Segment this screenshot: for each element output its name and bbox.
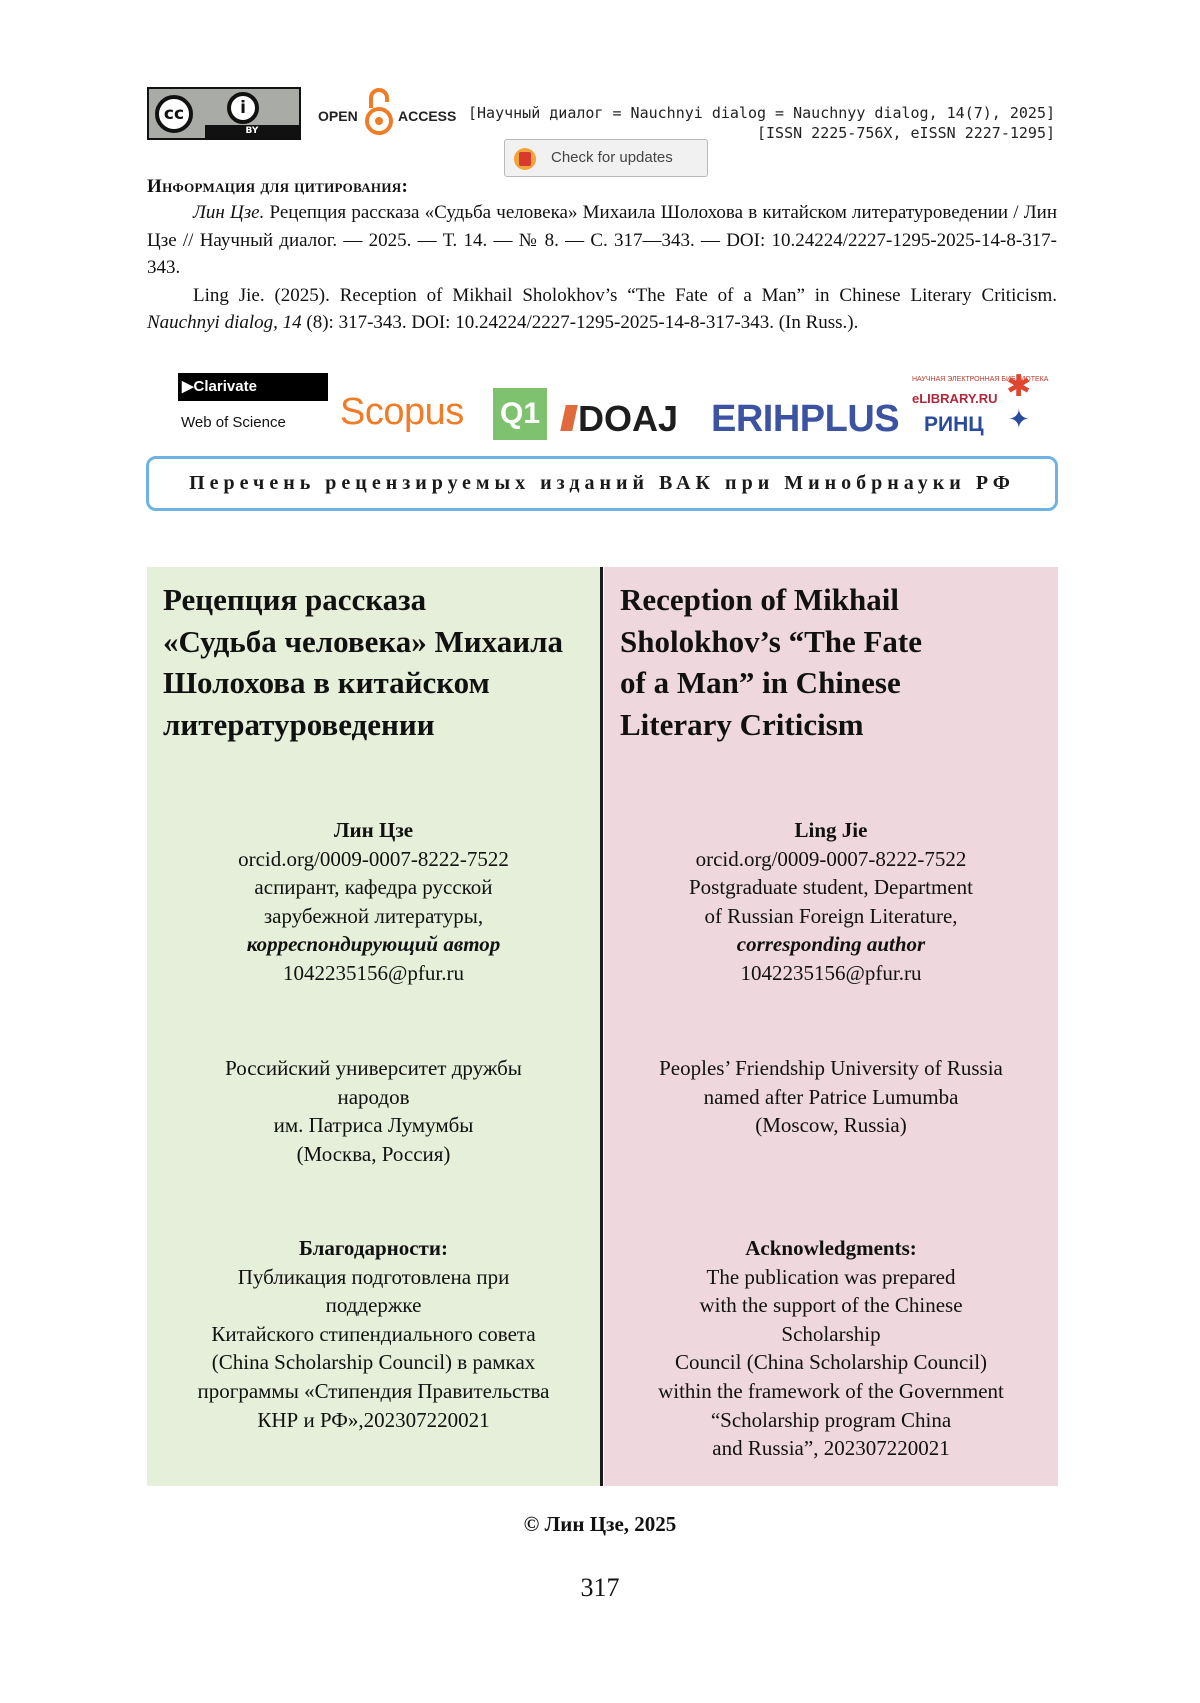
- russian-column: [147, 567, 600, 1486]
- position-en-line: Postgraduate student, Department: [688, 875, 973, 900]
- q1-badge: Q1: [493, 388, 547, 440]
- affiliation-en: [604, 1054, 1058, 1140]
- orcid-link-en[interactable]: orcid.org/0009-0007-8222-7522: [695, 846, 967, 871]
- ack-en-line: within the framework of the Government: [658, 1378, 1004, 1403]
- copyright: © Лин Цзе, 2025: [523, 1512, 677, 1536]
- ack-ru-line: Публикация подготовлена при: [237, 1264, 510, 1289]
- title-ru-line: литературоведении: [163, 706, 435, 742]
- doaj-label: DOAJ: [578, 398, 679, 439]
- citation-en-journal: Nauchnyi dialog, 14: [147, 312, 302, 333]
- ack-ru-line: (China Scholarship Council) в рамках: [211, 1350, 536, 1375]
- journal-info: [468, 103, 1055, 143]
- title-ru-line: Рецепция рассказа: [163, 582, 427, 617]
- doaj-logo: [563, 398, 678, 440]
- attribution-person-icon: i: [227, 92, 259, 124]
- elibrary-flower-icon: ✱: [1006, 369, 1032, 404]
- ack-title-en: Acknowledgments:: [745, 1236, 917, 1260]
- author-name-en: Ling Jie: [794, 818, 868, 842]
- elibrary-logo: eLIBRARY.RU: [912, 391, 998, 406]
- title-en-line: Sholokhov’s “The Fate: [620, 623, 923, 659]
- crossmark-icon: [514, 148, 536, 170]
- clarivate-label: Clarivate: [193, 378, 257, 395]
- email-link-en[interactable]: 1042235156@pfur.ru: [740, 960, 922, 985]
- affiliation-en-line: Peoples’ Friendship University of Russia: [659, 1056, 1003, 1080]
- citation-ru: [147, 199, 1057, 282]
- citation-en: [147, 282, 1057, 337]
- citation-block: [147, 199, 1057, 337]
- ack-en-line: with the support of the Chinese: [699, 1293, 963, 1318]
- article-title-en: [620, 579, 922, 745]
- access-label: ACCESS: [398, 108, 457, 124]
- title-en-line: Reception of Mikhail: [620, 582, 899, 617]
- open-label: OPEN: [318, 108, 358, 124]
- open-access-lock-icon: [364, 86, 394, 138]
- citation-en-text2: (8): 317-343. DOI: 10.24224/2227-1295-2025-14-8-317-343. (In Russ.).: [301, 312, 859, 333]
- position-ru-line: аспирант, кафедра русской: [254, 875, 493, 900]
- open-access-logo: [318, 86, 458, 138]
- page-number: 317: [580, 1573, 620, 1602]
- citation-en-text1: Ling Jie. (2025). Reception of Mikhail Sholokhov’s “The Fate of a Man” in Chinese Literary Criticism.: [193, 284, 1057, 306]
- journal-line-1: [Научный диалог = Nauchnyi dialog = Nauchnyy dialog, 14(7), 2025]: [468, 104, 1055, 122]
- ack-ru-line: программы «Стипендия Правительства: [197, 1378, 550, 1403]
- position-en-line: of Russian Foreign Literature,: [704, 903, 958, 928]
- elibrary-caption: НАУЧНАЯ ЭЛЕКТРОННАЯ БИБЛИОТЕКА: [912, 376, 1049, 383]
- ack-ru-line: поддержке: [325, 1293, 422, 1318]
- affiliation-ru-line: Российский университет дружбы: [225, 1056, 522, 1080]
- check-for-updates-label: Check for updates: [551, 149, 673, 166]
- by-label: BY: [205, 125, 299, 138]
- affiliation-en-line: named after Patrice Lumumba: [703, 1084, 959, 1109]
- column-divider: [600, 567, 603, 1486]
- rinc-logo: РИНЦ: [924, 413, 984, 436]
- erihplus-logo: ERIHPLUS: [711, 398, 900, 440]
- doaj-mark-icon: [560, 405, 578, 431]
- citation-heading: Информация для цитирования:: [147, 176, 409, 197]
- citation-ru-author: Лин Цзе.: [193, 202, 265, 223]
- title-ru-line: «Судьба человека» Михаила: [163, 623, 563, 659]
- affiliation-ru-line: им. Патриса Лумумбы: [273, 1113, 474, 1138]
- ack-ru-line: КНР и РФ»,202307220021: [257, 1407, 490, 1432]
- corresponding-author-ru: корреспондирующий автор: [246, 932, 501, 957]
- article-title-ru: [163, 579, 563, 745]
- affiliation-en-line: (Moscow, Russia): [755, 1113, 907, 1138]
- email-link-ru[interactable]: 1042235156@pfur.ru: [283, 960, 464, 985]
- scopus-logo: Scopus: [340, 391, 464, 433]
- title-ru-line: Шолохова в китайском: [163, 665, 490, 700]
- english-column: [604, 567, 1058, 1486]
- title-en-line: of a Man” in Chinese: [620, 665, 901, 700]
- rinc-person-icon: ✦: [1008, 405, 1030, 435]
- author-name-ru: Лин Цзе: [333, 818, 414, 842]
- author-block-en: [604, 816, 1058, 988]
- ack-en-line: “Scholarship program China: [710, 1407, 952, 1432]
- check-for-updates-button[interactable]: [504, 139, 708, 177]
- corresponding-author-en: corresponding author: [736, 932, 926, 957]
- author-block-ru: [147, 816, 600, 988]
- vak-list-banner: Перечень рецензируемых изданий ВАК при Минобрнауки РФ: [146, 456, 1058, 511]
- clarivate-logo: ▶Clarivate: [178, 373, 328, 401]
- affiliation-ru: [147, 1054, 600, 1168]
- affiliation-ru-line: народов: [337, 1084, 410, 1109]
- ack-en-line: Scholarship: [781, 1321, 881, 1346]
- position-ru-line: зарубежной литературы,: [263, 903, 484, 928]
- ack-en-line: Council (China Scholarship Council): [674, 1350, 988, 1375]
- web-of-science-logo: Web of Science: [181, 414, 286, 431]
- ack-en-line: and Russia”, 202307220021: [712, 1436, 950, 1461]
- orcid-link-ru[interactable]: orcid.org/0009-0007-8222-7522: [238, 846, 509, 871]
- citation-ru-text: Рецепция рассказа «Судьба человека» Михаила Шолохова в китайском литературоведении / Лин Цзе // Научный диалог. — 2025. — Т. 14. — № 8. — С. 317—343. — DOI: 10.24224/2227-1295-2025-14-8-317-343.: [147, 202, 1057, 278]
- title-en-line: Literary Criticism: [620, 706, 864, 742]
- affiliation-ru-line: (Москва, Россия): [296, 1141, 451, 1166]
- ack-en-line: The publication was prepared: [706, 1264, 956, 1289]
- cc-icon: cc: [155, 95, 193, 133]
- journal-line-2: [ISSN 2225-756X, eISSN 2227-1295]: [756, 124, 1055, 142]
- acknowledgments-ru: [147, 1234, 600, 1434]
- ack-title-ru: Благодарности:: [299, 1236, 448, 1260]
- cc-by-license-badge[interactable]: [147, 87, 301, 140]
- acknowledgments-en: [604, 1234, 1058, 1463]
- ack-ru-line: Китайского стипендиального совета: [211, 1321, 536, 1346]
